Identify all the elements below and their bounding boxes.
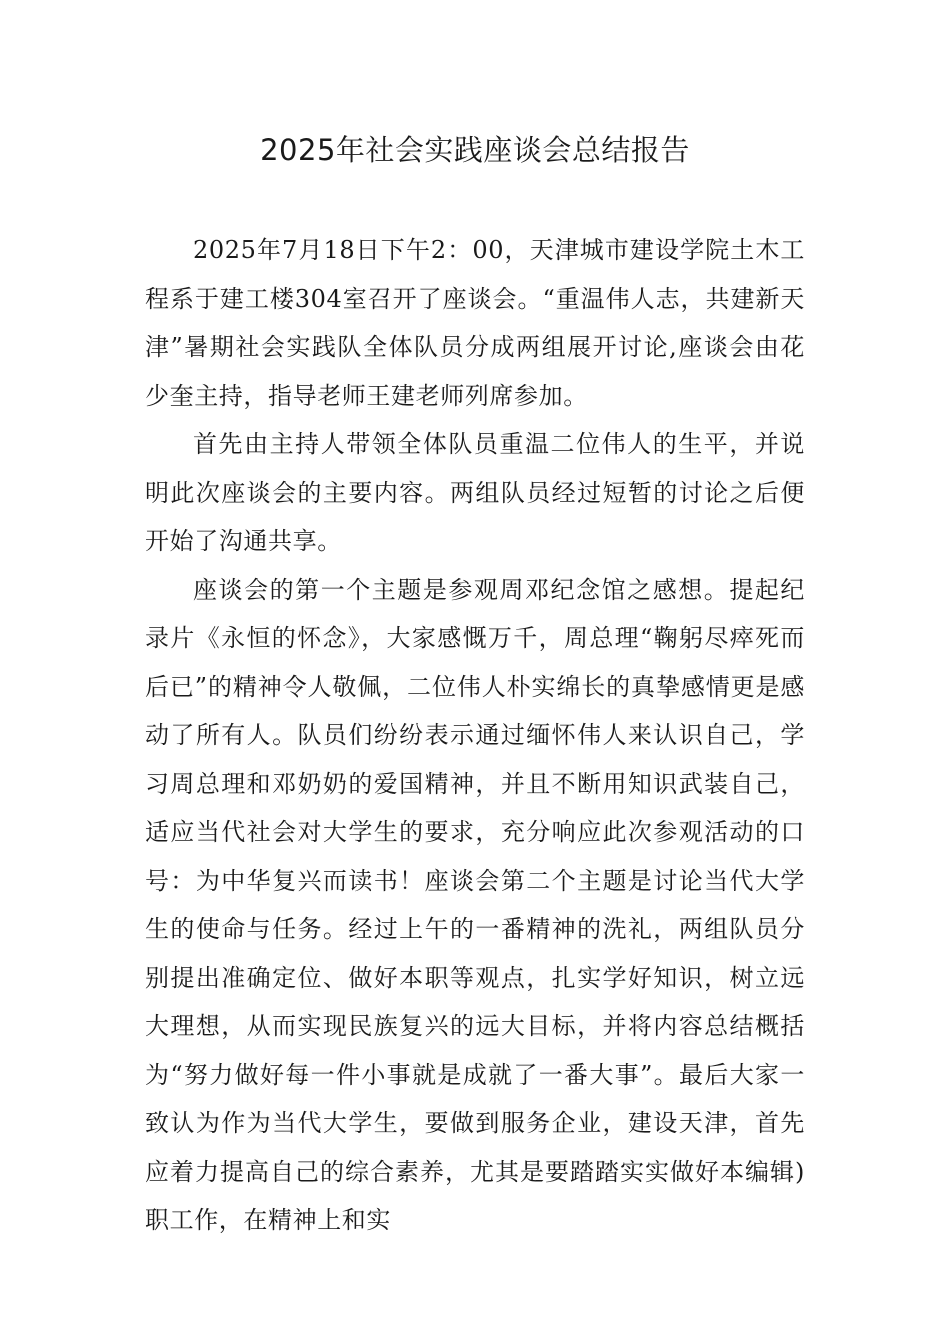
paragraph-host-opening: 首先由主持人带领全体队员重温二位伟人的生平，并说明此次座谈会的主要内容。两组队员经过短暂的讨论之后便开始了沟通共享。 bbox=[145, 430, 805, 555]
document-title: 2025年社会实践座谈会总结报告 bbox=[260, 133, 690, 167]
document-body bbox=[145, 226, 805, 1245]
paragraph-discussion-topics: 座谈会的第一个主题是参观周邓纪念馆之感想。提起纪录片《永恒的怀念》，大家感慨万千，周总理“鞠躬尽瘁死而后已”的精神令人敬佩，二位伟人朴实绵长的真挚感情更是感动了所有人。队员们纷纷表示通过缅怀伟人来认识自己，学习周总理和邓奶奶的爱国精神，并且不断用知识武装自己，适应当代社会对大学生的要求，充分响应此次参观活动的口号：为中华复兴而读书！座谈会第二个主题是讨论当代大学生的使命与任务。经过上午的一番精神的洗礼，两组队员分别提出准确定位、做好本职等观点，扎实学好知识，树立远大理想，从而实现民族复兴的远大目标，并将内容总结概括为“努力做好每一件小事就是成就了一番大事”。最后大家一致认为作为当代大学生，要做到服务企业，建设天津，首先应着力提高自己的综合素养，尤其是要踏踏实实做好本编辑)职工作，在精神上和实 bbox=[145, 575, 805, 1234]
paragraph-meeting-intro: 2025年7月18日下午2：00，天津城市建设学院土木工程系于建工楼304室召开了座谈会。“重温伟人志，共建新天津”暑期社会实践队全体队员分成两组展开讨论,座谈会由花少奎主持，指导老师王建老师列席参加。 bbox=[145, 236, 805, 410]
